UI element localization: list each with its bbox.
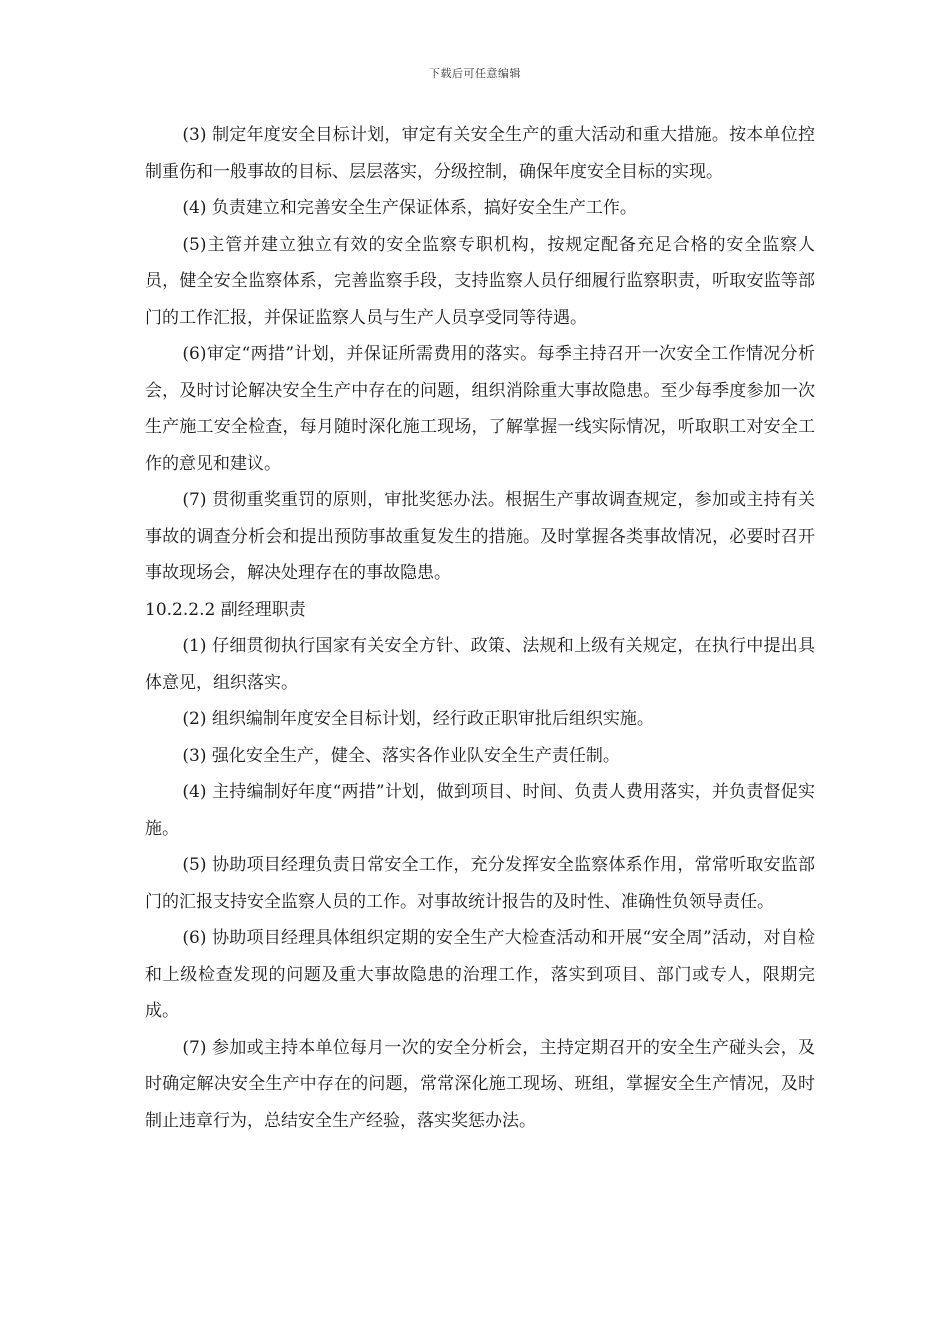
paragraph-deputy-1: (1) 仔细贯彻执行国家有关安全方针、政策、法规和上级有关规定，在执行中提出具体意见，组织落实。 <box>145 636 815 693</box>
header-note: 下载后可任意编辑 <box>429 67 521 80</box>
section-heading-deputy-manager: 10.2.2.2 副经理职责 <box>145 599 306 620</box>
paragraph-deputy-2: (2) 组织编制年度安全目标计划，经行政正职审批后组织实施。 <box>182 709 654 729</box>
paragraph-deputy-5: (5) 协助项目经理负责日常安全工作，充分发挥安全监察体系作用，常常听取安监部门的汇报支持安全监察人员的工作。对事故统计报告的及时性、准确性负领导责任。 <box>145 855 815 912</box>
paragraph-item-7-rewards-penalties: (7) 贯彻重奖重罚的原则，审批奖惩办法。根据生产事故调查规定，参加或主持有关事故的调查分析会和提出预防事故重复发生的措施。及时掌握各类事故情况，必要时召开事故现场会，解决处理存在的事故隐患。 <box>145 490 815 583</box>
paragraph-deputy-3: (3) 强化安全生产，健全、落实各作业队安全生产责任制。 <box>182 745 620 766</box>
paragraph-item-4-guarantee-system: (4) 负责建立和完善安全生产保证体系，搞好安全生产工作。 <box>182 198 637 218</box>
paragraph-deputy-4: (4) 主持编制好年度“两措”计划，做到项目、时间、负责人费用落实，并负责督促实施。 <box>145 782 815 839</box>
paragraph-deputy-6: (6) 协助项目经理具体组织定期的安全生产大检查活动和开展“安全周”活动，对自检和上级检查发现的问题及重大事故隐患的治理工作，落实到项目、部门或专人，限期完成。 <box>145 928 815 1021</box>
paragraph-item-6-two-measures: (6)审定“两措”计划，并保证所需费用的落实。每季主持召开一次安全工作情况分析会，及时讨论解决安全生产中存在的问题，组织消除重大事故隐患。至少每季度参加一次生产施工安全检查，每月随时深化施工现场，了解掌握一线实际情况，听取职工对安全工作的意见和建议。 <box>145 344 815 474</box>
paragraph-item-3-setting-goals: (3) 制定年度安全目标计划，审定有关安全生产的重大活动和重大措施。按本单位控制重伤和一般事故的目标、层层落实，分级控制，确保年度安全目标的实现。 <box>145 125 815 182</box>
document-body <box>145 117 815 1139</box>
paragraph-deputy-7: (7) 参加或主持本单位每月一次的安全分析会，主持定期召开的安全生产碰头会，及时确定解决安全生产中存在的问题，常常深化施工现场、班组，掌握安全生产情况，及时制止违章行为，总结安全生产经验，落实奖惩办法。 <box>145 1037 815 1131</box>
paragraph-item-5-supervision-agency: (5)主管并建立独立有效的安全监察专职机构，按规定配备充足合格的安全监察人员，健全安全监察体系，完善监察手段，支持监察人员仔细履行监察职责，听取安监等部门的工作汇报，并保证监察人员与生产人员享受同等待遇。 <box>145 234 815 328</box>
